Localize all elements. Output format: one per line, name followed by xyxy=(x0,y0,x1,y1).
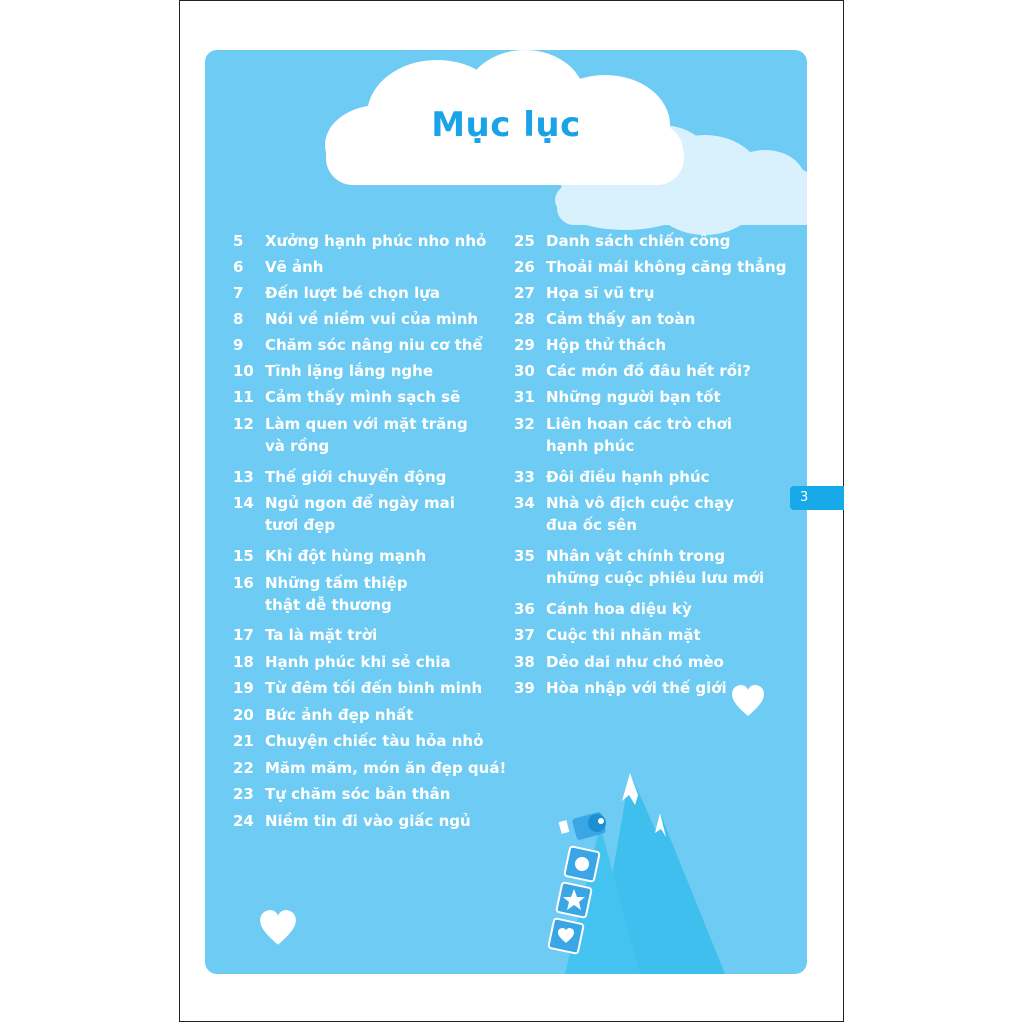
toc-number: 24 xyxy=(233,812,254,830)
toc-title-line2: thật dễ thương xyxy=(265,596,392,614)
toc-number: 29 xyxy=(514,336,535,354)
toc-title: Đôi điều hạnh phúc xyxy=(546,468,710,486)
toc-title-line2: hạnh phúc xyxy=(546,437,635,455)
toc-panel xyxy=(205,50,807,974)
toc-number: 26 xyxy=(514,258,535,276)
toc-number: 14 xyxy=(233,494,254,512)
toc-title-line2: và rồng xyxy=(265,437,330,455)
toc-number: 15 xyxy=(233,547,254,565)
page-title: Mục lục xyxy=(431,105,581,145)
toc-number: 21 xyxy=(233,732,254,750)
toc-title: Cánh hoa diệu kỳ xyxy=(546,600,692,618)
toc-title: Thoải mái không căng thẳng xyxy=(546,258,787,276)
toc-number: 28 xyxy=(514,310,535,328)
toc-title: Những tấm thiệp xyxy=(265,574,408,592)
toc-number: 31 xyxy=(514,388,535,406)
toc-number: 34 xyxy=(514,494,535,512)
toc-number: 35 xyxy=(514,547,535,565)
toc-number: 37 xyxy=(514,626,535,644)
toc-title-line2: những cuộc phiêu lưu mới xyxy=(546,569,765,587)
toc-title: Cảm thấy mình sạch sẽ xyxy=(265,388,461,406)
toc-title: Hạnh phúc khi sẻ chia xyxy=(265,653,451,671)
toc-number: 13 xyxy=(233,468,254,486)
toc-title: Niềm tin đi vào giấc ngủ xyxy=(265,812,471,830)
toc-title: Nói về niềm vui của mình xyxy=(265,310,479,328)
toc-number: 32 xyxy=(514,415,535,433)
toc-title: Hòa nhập với thế giới xyxy=(546,679,727,697)
toc-number: 22 xyxy=(233,759,254,777)
toc-title: Bức ảnh đẹp nhất xyxy=(265,706,414,724)
toc-title: Vẽ ảnh xyxy=(265,258,324,276)
toc-title: Cuộc thi nhăn mặt xyxy=(546,626,701,644)
toc-number: 17 xyxy=(233,626,254,644)
toc-number: 25 xyxy=(514,232,535,250)
mountain-icon xyxy=(525,765,725,974)
toc-number: 20 xyxy=(233,706,254,724)
toc-number: 16 xyxy=(233,574,254,592)
toc-title: Cảm thấy an toàn xyxy=(546,310,696,328)
toc-number: 7 xyxy=(233,284,244,302)
toc-title: Các món đồ đâu hết rồi? xyxy=(546,362,751,380)
toc-title-line2: tươi đẹp xyxy=(265,516,336,534)
page-number: 3 xyxy=(800,490,809,505)
toc-title: Nhà vô địch cuộc chạy xyxy=(546,494,735,512)
toc-number: 30 xyxy=(514,362,535,380)
toc-title: Chuyện chiếc tàu hỏa nhỏ xyxy=(265,732,484,750)
toc-number: 5 xyxy=(233,232,244,250)
toc-number: 38 xyxy=(514,653,535,671)
sun-icon xyxy=(575,857,589,871)
toc-number: 9 xyxy=(233,336,244,354)
toc-title: Đến lượt bé chọn lựa xyxy=(265,284,441,302)
toc-title: Thế giới chuyển động xyxy=(265,468,447,486)
toc-title: Hộp thử thách xyxy=(546,336,667,354)
toc-number: 8 xyxy=(233,310,244,328)
toc-number: 27 xyxy=(514,284,535,302)
toc-title: Danh sách chiến công xyxy=(546,232,731,250)
toc-title: Họa sĩ vũ trụ xyxy=(546,284,655,302)
toc-title: Măm măm, món ăn đẹp quá! xyxy=(265,759,507,777)
toc-number: 33 xyxy=(514,468,535,486)
toc-number: 23 xyxy=(233,785,254,803)
toc-title: Những người bạn tốt xyxy=(546,388,721,406)
toc-number: 39 xyxy=(514,679,535,697)
toc-title: Tự chăm sóc bản thân xyxy=(265,785,451,803)
toc-title: Khỉ đột hùng mạnh xyxy=(265,547,427,565)
page-number-tab xyxy=(790,486,844,510)
toc-title: Ngủ ngon để ngày mai xyxy=(265,494,455,512)
toc-title: Ta là mặt trời xyxy=(265,626,378,644)
toc-number: 6 xyxy=(233,258,244,276)
toc-title: Từ đêm tối đến bình minh xyxy=(265,679,483,697)
toc-title-line2: đua ốc sên xyxy=(546,516,637,534)
toc-title: Chăm sóc nâng niu cơ thể xyxy=(265,336,483,354)
toc-number: 12 xyxy=(233,415,254,433)
toc-number: 11 xyxy=(233,388,254,406)
heart-icon xyxy=(731,684,765,718)
toc-number: 18 xyxy=(233,653,254,671)
toc-title: Dẻo dai như chó mèo xyxy=(546,653,724,671)
toc-title: Làm quen với mặt trăng xyxy=(265,415,468,433)
toc-title: Liên hoan các trò chơi xyxy=(546,415,733,433)
heart-icon xyxy=(259,908,297,948)
toc-title: Nhân vật chính trong xyxy=(546,547,726,565)
toc-number: 19 xyxy=(233,679,254,697)
toc-number: 10 xyxy=(233,362,254,380)
toc-title: Tĩnh lặng lắng nghe xyxy=(265,362,434,380)
toc-number: 36 xyxy=(514,600,535,618)
toc-title: Xưởng hạnh phúc nho nhỏ xyxy=(265,232,487,250)
